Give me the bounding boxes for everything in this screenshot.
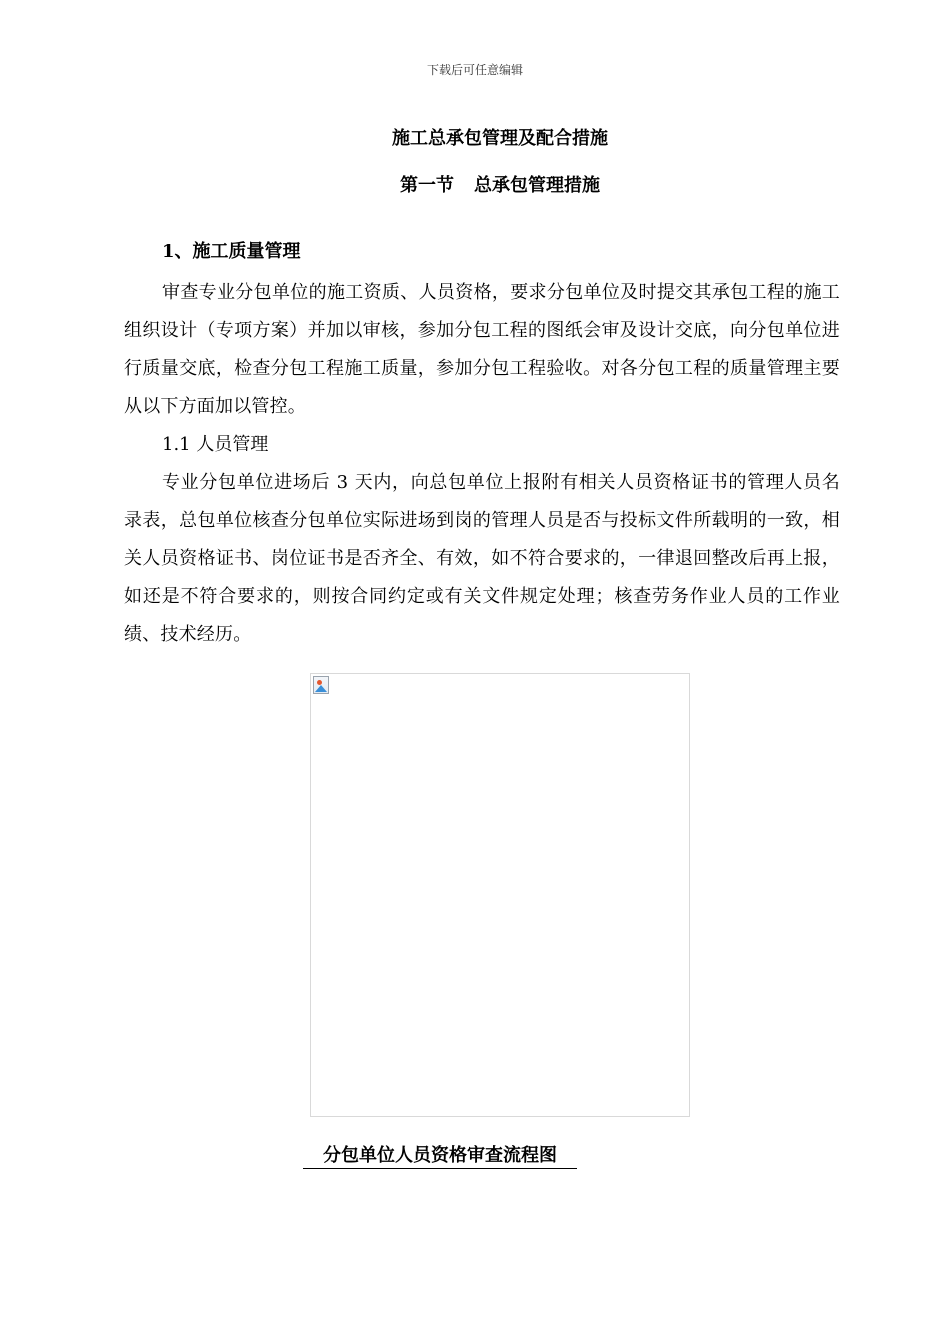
flowchart-image-placeholder	[310, 673, 690, 1117]
broken-image-icon	[313, 676, 329, 694]
section-number: 第一节	[400, 175, 454, 196]
figure-caption	[0, 1144, 880, 1169]
figure-caption-text: 分包单位人员资格审查流程图	[303, 1144, 577, 1169]
section-name: 总承包管理措施	[474, 175, 600, 196]
subheading-personnel-management: 1.1 人员管理	[162, 434, 269, 455]
section-title	[0, 171, 950, 197]
broken-image-hill	[315, 685, 327, 692]
header-note: 下载后可任意编辑	[426, 63, 523, 77]
paragraph-personnel-management: 专业分包单位进场后 3 天内，向总包单位上报附有相关人员资格证书的管理人员名录表，总包单位核查分包单位实际进场到岗的管理人员是否与投标文件所载明的一致，相关人员资格证书、岗位证书是否齐全、有效，如不符合要求的，一律退回整改后再上报，如还是不符合要求的，则按合同约定或有关文件规定处理；核查劳务作业人员的工作业绩、技术经历。	[124, 472, 840, 645]
document-body	[124, 240, 840, 654]
heading-quality-management: 1、施工质量管理	[162, 241, 301, 262]
document-title: 施工总承包管理及配合措施	[392, 128, 608, 149]
paragraph-quality-overview: 审查专业分包单位的施工资质、人员资格，要求分包单位及时提交其承包工程的施工组织设计（专项方案）并加以审核，参加分包工程的图纸会审及设计交底，向分包单位进行质量交底，检查分包工程施工质量，参加分包工程验收。对各分包工程的质量管理主要从以下方面加以管控。	[124, 282, 840, 417]
